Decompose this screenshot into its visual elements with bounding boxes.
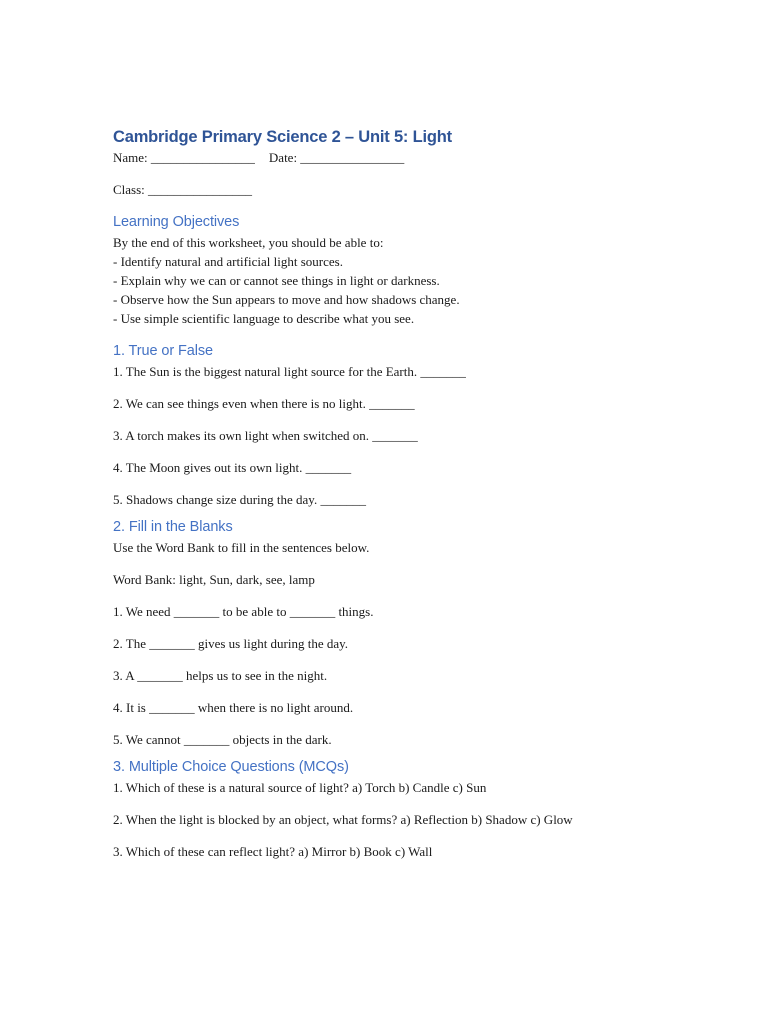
- fill-blank-item: 1. We need _______ to be able to _______ things.: [113, 604, 374, 619]
- objective-item: - Explain why we can or cannot see things in light or darkness.: [113, 273, 440, 288]
- worksheet-page: [113, 126, 733, 861]
- mcq-item: 2. When the light is blocked by an object, what forms? a) Reflection b) Shadow c) Glow: [113, 812, 573, 827]
- fill-blank-item: 2. The _______ gives us light during the day.: [113, 636, 349, 651]
- true-false-item: 4. The Moon gives out its own light. _______: [113, 460, 352, 475]
- class-field-label: Class: ________________: [113, 182, 253, 197]
- name-field-label: Name: ________________: [113, 150, 255, 165]
- date-field-label: Date: ________________: [268, 150, 405, 165]
- fill-blank-item: 5. We cannot _______ objects in the dark.: [113, 732, 332, 747]
- name-date-row: [113, 148, 733, 167]
- objective-item: - Identify natural and artificial light sources.: [113, 254, 343, 269]
- true-false-item: 3. A torch makes its own light when switched on. _______: [113, 428, 418, 443]
- true-false-item: 5. Shadows change size during the day. _______: [113, 492, 366, 507]
- fill-blanks-heading: 2. Fill in the Blanks: [113, 519, 233, 535]
- fill-blanks-intro: Use the Word Bank to fill in the sentences below.: [113, 540, 370, 555]
- objective-item: - Observe how the Sun appears to move and how shadows change.: [113, 292, 460, 307]
- mcq-item: 1. Which of these is a natural source of light? a) Torch b) Candle c) Sun: [113, 780, 487, 795]
- page-title: Cambridge Primary Science 2 – Unit 5: Light: [113, 128, 452, 146]
- mcq-heading: 3. Multiple Choice Questions (MCQs): [113, 759, 349, 775]
- word-bank: Word Bank: light, Sun, dark, see, lamp: [113, 572, 315, 587]
- objectives-intro: By the end of this worksheet, you should be able to:: [113, 235, 384, 250]
- objectives-heading: Learning Objectives: [113, 214, 240, 230]
- true-false-heading: 1. True or False: [113, 343, 213, 359]
- fill-blank-item: 3. A _______ helps us to see in the night.: [113, 668, 328, 683]
- objective-item: - Use simple scientific language to describe what you see.: [113, 311, 415, 326]
- fill-blank-item: 4. It is _______ when there is no light around.: [113, 700, 354, 715]
- mcq-item: 3. Which of these can reflect light? a) Mirror b) Book c) Wall: [113, 844, 433, 859]
- true-false-item: 1. The Sun is the biggest natural light source for the Earth. _______: [113, 364, 466, 379]
- true-false-item: 2. We can see things even when there is no light. _______: [113, 396, 415, 411]
